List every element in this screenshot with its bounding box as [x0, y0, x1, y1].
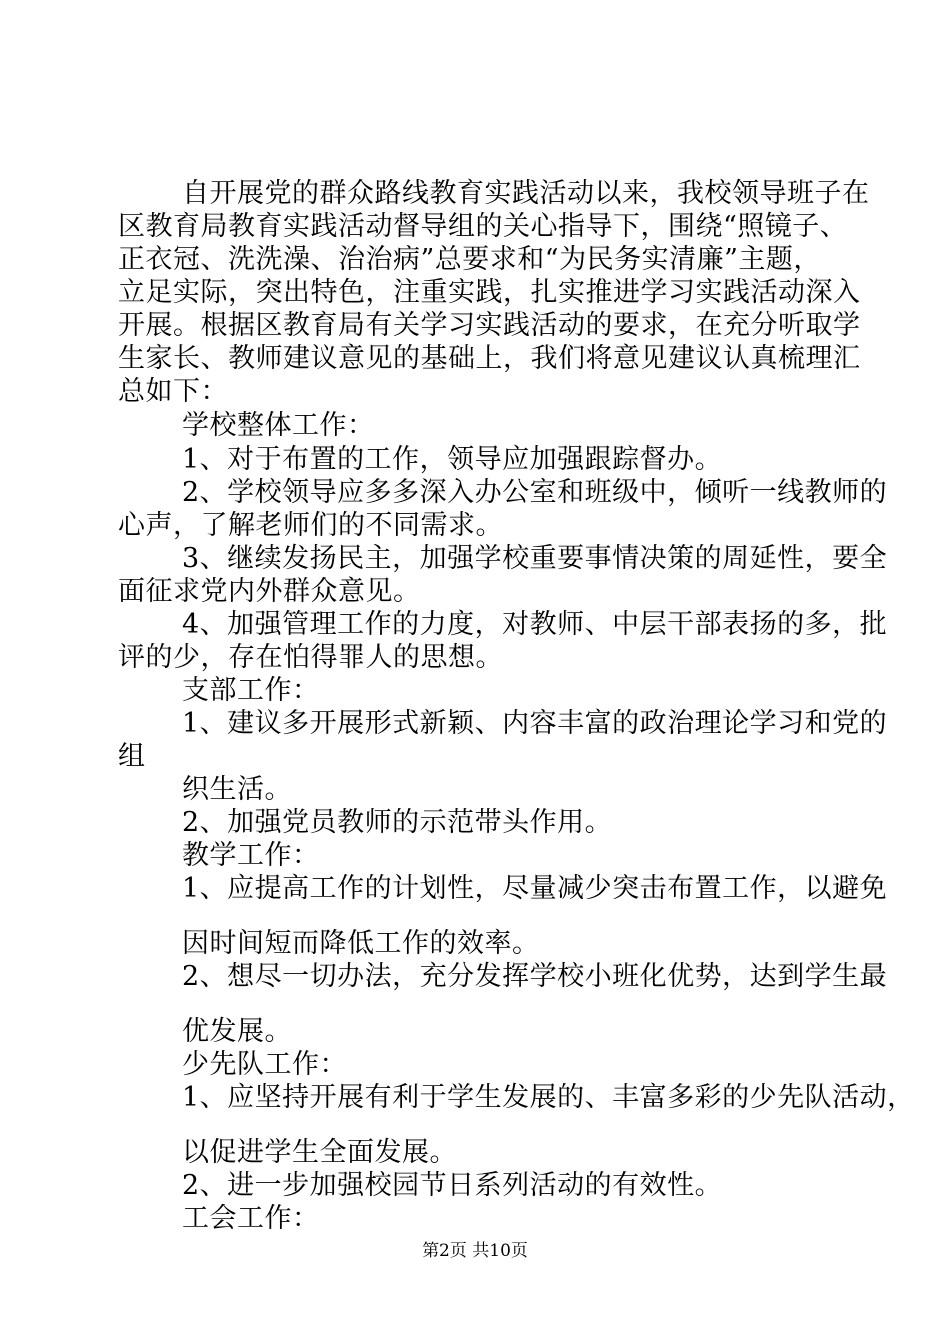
list-item-continuation: 评的少，存在怕得罪人的思想。 [118, 642, 503, 673]
list-item-continuation: 织生活。 [182, 774, 292, 805]
list-item-continuation: 因时间短而降低工作的效率。 [182, 928, 540, 959]
section-heading: 少先队工作： [182, 1049, 347, 1080]
body-line: 自开展党的群众路线教育实践活动以来，我校领导班子在 [182, 178, 870, 209]
list-item: 2、想尽一切办法，充分发挥学校小班化优势，达到学生最 [182, 961, 888, 992]
list-item-continuation: 心声，了解老师们的不同需求。 [118, 510, 503, 541]
body-line: 正衣冠、洗洗澡、治治病”总要求和“为民务实清廉”主题， [118, 244, 821, 275]
list-item: 2、加强党员教师的示范带头作用。 [182, 807, 613, 838]
list-item: 2、进一步加强校园节日系列活动的有效性。 [182, 1170, 723, 1201]
body-line: 区教育局教育实践活动督导组的关心指导下，围绕“照镜子、 [118, 211, 848, 242]
list-item: 1、建议多开展形式新颖、内容丰富的政治理论学习和党的 [182, 708, 888, 739]
body-line: 总如下： [118, 376, 228, 407]
body-line: 开展。根据区教育局有关学习实践活动的要求，在充分听取学 [118, 310, 861, 341]
list-item: 3、继续发扬民主，加强学校重要事情决策的周延性，要全 [182, 543, 888, 574]
list-item: 2、学校领导应多多深入办公室和班级中，倾听一线教师的 [182, 477, 888, 508]
page-number-footer: 第2页 共10页 [422, 1241, 528, 1261]
list-item: 4、加强管理工作的力度，对教师、中层干部表扬的多，批 [182, 609, 888, 640]
list-item: 1、对于布置的工作，领导应加强跟踪督办。 [182, 444, 723, 475]
body-line: 生家长、教师建议意见的基础上，我们将意见建议认真梳理汇 [118, 343, 861, 374]
list-item-continuation: 优发展。 [182, 1016, 292, 1047]
list-item: 1、应提高工作的计划性，尽量减少突击布置工作，以避免 [182, 873, 888, 904]
list-item-continuation: 组 [118, 741, 146, 772]
list-item-continuation: 以促进学生全面发展。 [182, 1137, 457, 1168]
section-heading: 支部工作： [182, 675, 320, 706]
list-item: 1、应坚持开展有利于学生发展的、丰富多彩的少先队活动， [182, 1082, 915, 1113]
section-heading: 工会工作： [182, 1203, 320, 1234]
list-item-continuation: 面征求党内外群众意见。 [118, 576, 421, 607]
section-heading: 学校整体工作： [182, 410, 375, 441]
body-line: 立足实际，突出特色，注重实践，扎实推进学习实践活动深入 [118, 277, 861, 308]
section-heading: 教学工作： [182, 840, 320, 871]
